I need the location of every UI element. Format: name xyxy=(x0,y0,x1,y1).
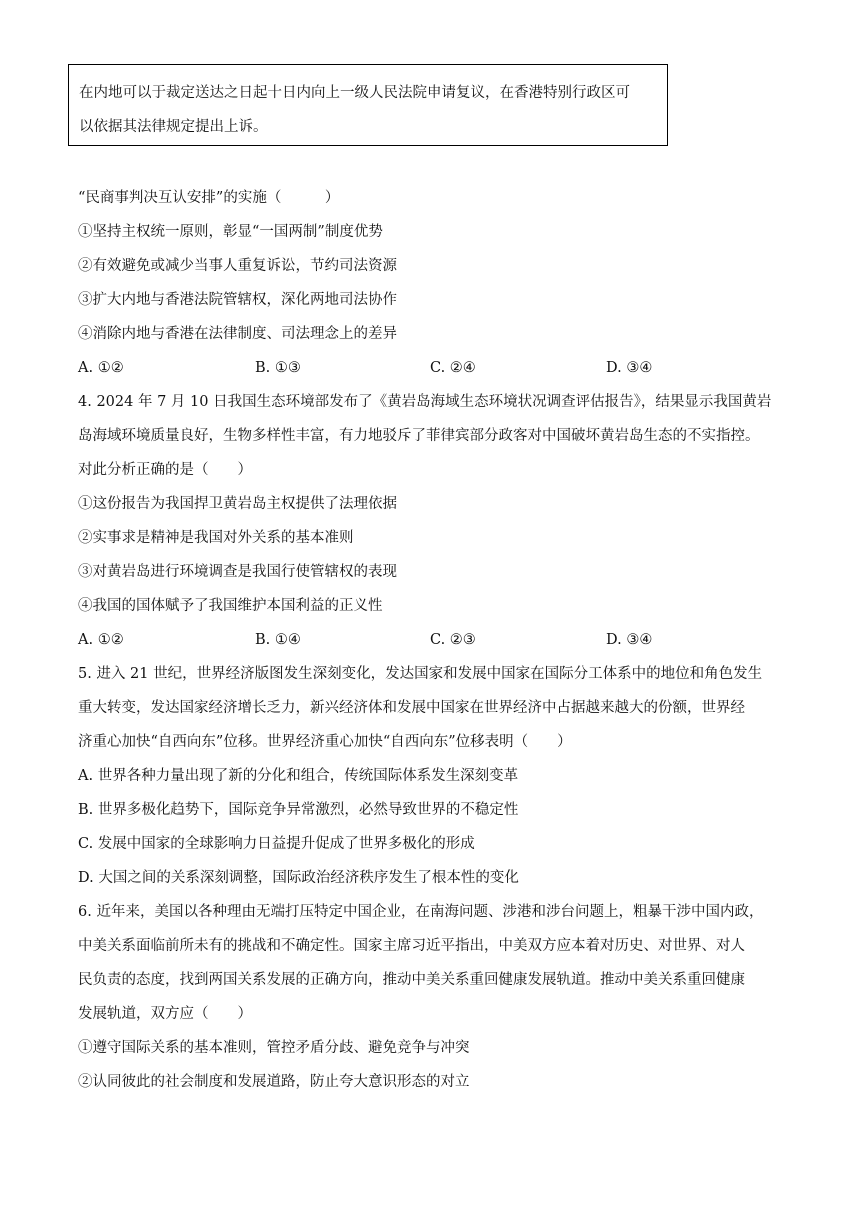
q6-line-3: 民负责的态度，找到两国关系发展的正确方向，推动中美关系重回健康发展轨道。推动中美关系重回健康 xyxy=(78,972,745,988)
q4-option-b: B. ①④ xyxy=(255,632,301,648)
q4-option-c: C. ②③ xyxy=(430,632,476,648)
box-line-1: 在内地可以于裁定送达之日起十日内向上一级人民法院申请复议，在香港特别行政区可 xyxy=(79,85,630,101)
q5-option-a: A. 世界各种力量出现了新的分化和组合，传统国际体系发生深刻变革 xyxy=(78,768,519,784)
q4-option-d: D. ③④ xyxy=(606,632,653,648)
q5-line-2: 重大转变，发达国家经济增长乏力，新兴经济体和发展中国家在世界经济中占据越来越大的份额，世界经 xyxy=(78,700,745,716)
q4-item-4: ④我国的国体赋予了我国维护本国利益的正义性 xyxy=(78,598,383,614)
q3-item-1: ①坚持主权统一原则，彰显“一国两制”制度优势 xyxy=(78,224,383,240)
q5-line-3: 济重心加快“自西向东”位移。世界经济重心加快“自西向东”位移表明（ ） xyxy=(78,734,572,750)
q6-item-2: ②认同彼此的社会制度和发展道路，防止夸大意识形态的对立 xyxy=(78,1074,470,1090)
q4-item-3: ③对黄岩岛进行环境调查是我国行使管辖权的表现 xyxy=(78,564,397,580)
q6-item-1: ①遵守国际关系的基本准则，管控矛盾分歧、避免竞争与冲突 xyxy=(78,1040,470,1056)
q5-option-b: B. 世界多极化趋势下，国际竞争异常激烈，必然导致世界的不稳定性 xyxy=(78,802,519,818)
q3-item-3: ③扩大内地与香港法院管辖权，深化两地司法协作 xyxy=(78,292,397,308)
q3-item-2: ②有效避免或减少当事人重复诉讼，节约司法资源 xyxy=(78,258,397,274)
q5-option-c: C. 发展中国家的全球影响力日益提升促成了世界多极化的形成 xyxy=(78,836,475,852)
q3-option-a: A. ①② xyxy=(78,360,124,376)
q4-item-1: ①这份报告为我国捍卫黄岩岛主权提供了法理依据 xyxy=(78,496,397,512)
q4-line-3: 对此分析正确的是（ ） xyxy=(78,462,252,478)
box-line-2: 以依据其法律规定提出上诉。 xyxy=(79,119,268,135)
q3-item-4: ④消除内地与香港在法律制度、司法理念上的差异 xyxy=(78,326,397,342)
q3-stem: “民商事判决互认安排”的实施（ ） xyxy=(78,190,340,206)
q4-line-2: 岛海域环境质量良好，生物多样性丰富，有力地驳斥了菲律宾部分政客对中国破坏黄岩岛生态的不实指控。 xyxy=(78,428,760,444)
q4-item-2: ②实事求是精神是我国对外关系的基本准则 xyxy=(78,530,354,546)
q3-option-b: B. ①③ xyxy=(255,360,301,376)
q3-option-c: C. ②④ xyxy=(430,360,476,376)
quoted-text-box xyxy=(68,64,668,146)
q6-line-4: 发展轨道，双方应（ ） xyxy=(78,1006,252,1022)
q3-option-d: D. ③④ xyxy=(606,360,653,376)
q4-line-1: 4. 2024 年 7 月 10 日我国生态环境部发布了《黄岩岛海域生态环境状况调查评估报告》，结果显示我国黄岩 xyxy=(78,394,772,410)
q5-line-1: 5. 进入 21 世纪，世界经济版图发生深刻变化，发达国家和发展中国家在国际分工体系中的地位和角色发生 xyxy=(78,666,763,682)
q4-option-a: A. ①② xyxy=(78,632,124,648)
q6-line-2: 中美关系面临前所未有的挑战和不确定性。国家主席习近平指出，中美双方应本着对历史、对世界、对人 xyxy=(78,938,745,954)
q5-option-d: D. 大国之间的关系深刻调整，国际政治经济秩序发生了根本性的变化 xyxy=(78,870,519,886)
q6-line-1: 6. 近年来，美国以各种理由无端打压特定中国企业，在南海问题、涉港和涉台问题上，粗暴干涉中国内政， xyxy=(78,904,764,920)
